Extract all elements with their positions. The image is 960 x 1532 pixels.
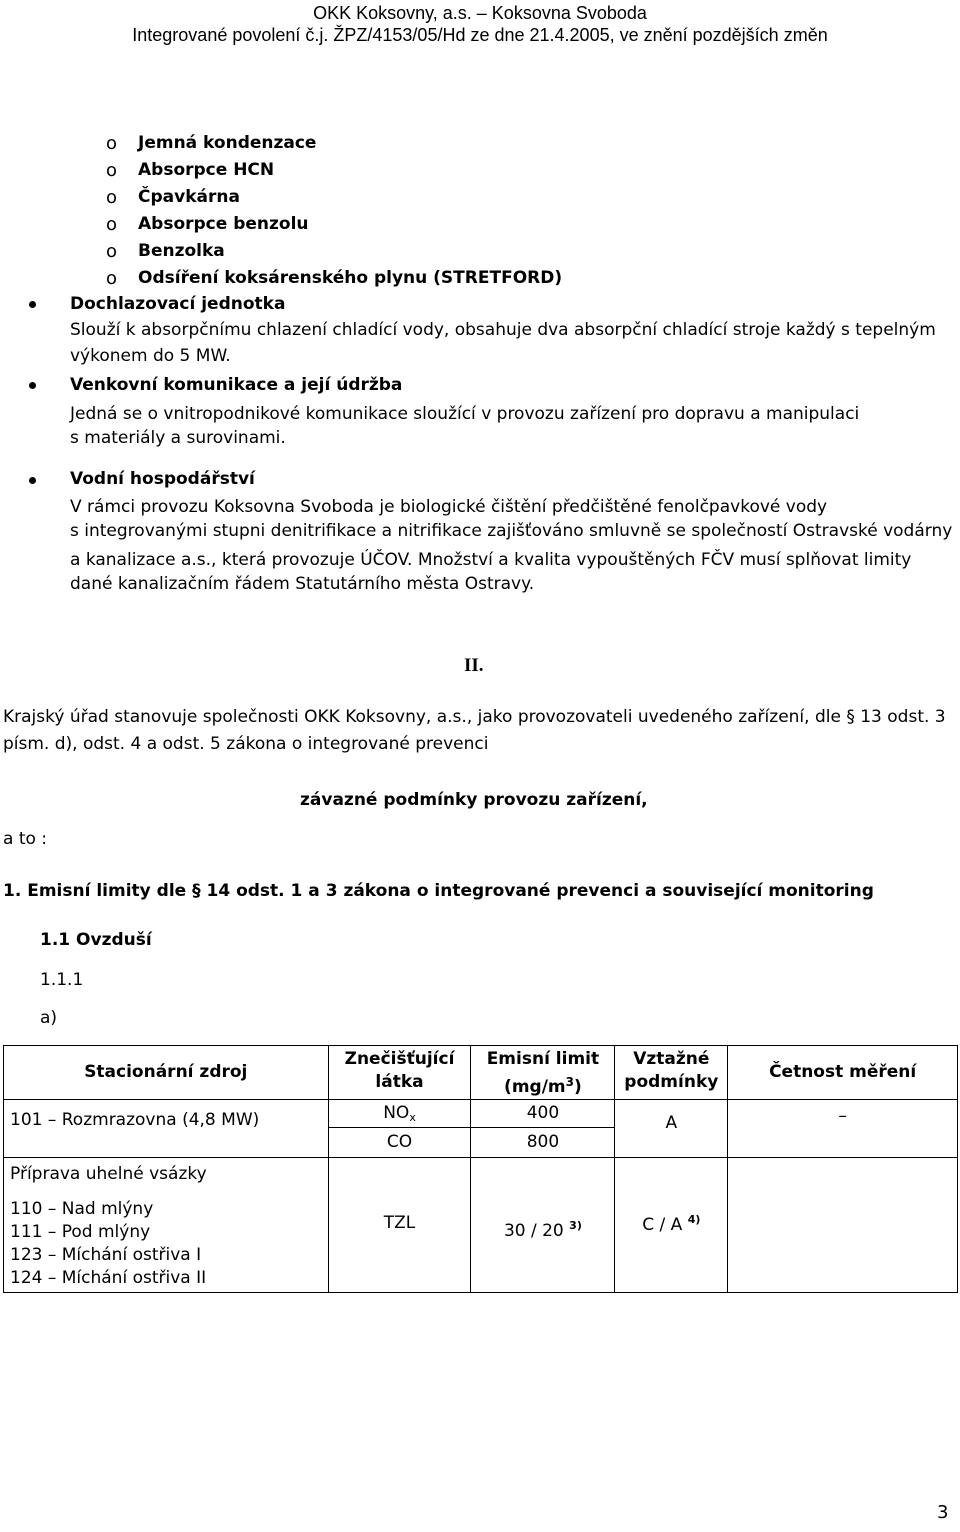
bullet-text-line: dané kanalizačním řádem Statutárního města Ostravy.	[70, 574, 535, 594]
table-row	[4, 1100, 958, 1158]
subsection-heading: 1.1 Ovzduší	[40, 930, 152, 950]
conditions-heading: závazné podmínky provozu zařízení,	[300, 790, 648, 810]
bullet-icon	[29, 477, 36, 484]
emission-limits-table	[3, 1045, 958, 1293]
cell-frequency: –	[728, 1100, 958, 1158]
table-header-row	[4, 1046, 958, 1100]
bullet-text-line: výkonem do 5 MW.	[70, 346, 231, 366]
statement-line: písm. d), odst. 4 a odst. 5 zákona o integrované prevenci	[3, 734, 489, 754]
header-source: Stacionární zdroj	[4, 1046, 329, 1100]
bullet-text-line: V rámci provozu Koksovna Svoboda je biologické čištění předčištěné fenolčpavkové vody	[70, 497, 828, 517]
list-marker: o	[106, 187, 118, 208]
cell-source: 101 – Rozmrazovna (4,8 MW)	[4, 1100, 329, 1158]
bullet-text-line: s materiály a surovinami.	[70, 428, 286, 448]
cell-reference: A	[615, 1100, 728, 1158]
item-label: a)	[40, 1008, 58, 1028]
table-row	[4, 1158, 958, 1293]
statement-line: Krajský úřad stanovuje společnosti OKK Koksovny, a.s., jako provozovateli uvedeného zařízení, dle § 13 odst. 3	[3, 707, 946, 727]
header-company: OKK Koksovny, a.s. – Koksovna Svoboda	[313, 3, 647, 23]
header-permit: Integrované povolení č.j. ŽPZ/4153/05/Hd ze dne 21.4.2005, ve znění pozdějších změn	[132, 25, 828, 45]
header-pollutant: Znečišťující látka	[328, 1046, 471, 1100]
bullet-text-line: Jedná se o vnitropodnikové komunikace sloužící v provozu zařízení pro dopravu a manipulaci	[70, 404, 860, 424]
bullet-text-line: Slouží k absorpčnímu chlazení chladící vody, obsahuje dva absorpční chladící stroje každý s tepelným	[70, 320, 936, 340]
bullet-title: Dochlazovací jednotka	[70, 294, 286, 314]
section-numeral: II.	[464, 655, 484, 676]
cell-limit: 30 / 20 $^{3)}$	[471, 1158, 615, 1293]
header-reference: Vztažné podmínky	[615, 1046, 728, 1100]
list-marker: o	[106, 268, 118, 289]
list-marker: o	[106, 160, 118, 181]
cell-pollutant: $NO_x$ CO	[328, 1100, 471, 1158]
list-item: Čpavkárna	[138, 187, 240, 207]
cell-reference: C / A $^{4)}$	[615, 1158, 728, 1293]
list-item: Absorpce benzolu	[138, 214, 309, 234]
cell-source: Příprava uhelné vsázky 110 – Nad mlýny 111 – Pod mlýny 123 – Míchání ostřiva I 124 – Míchání ostřiva II	[4, 1158, 329, 1293]
page-number: 3	[937, 1502, 949, 1523]
list-marker: o	[106, 133, 118, 154]
bullet-text-line: a kanalizace a.s., která provozuje ÚČOV. Množství a kvalita vypouštěných FČV musí splňovat limity	[70, 550, 912, 570]
bullet-title: Venkovní komunikace a její údržba	[70, 375, 403, 395]
subsubsection-label: 1.1.1	[40, 970, 84, 990]
list-marker: o	[106, 241, 118, 262]
list-item: Absorpce HCN	[138, 160, 275, 180]
cell-limit: 400 800	[471, 1100, 615, 1158]
ato-label: a to :	[3, 829, 48, 849]
list-item: Odsíření koksárenského plynu (STRETFORD)	[138, 268, 563, 288]
list-marker: o	[106, 214, 118, 235]
bullet-text-line: s integrovanými stupni denitrifikace a nitrifikace zajišťováno smluvně se společností Ostravské vodárny	[70, 521, 953, 541]
cell-pollutant: TZL	[328, 1158, 471, 1293]
section-1-heading: 1. Emisní limity dle § 14 odst. 1 a 3 zákona o integrované prevenci a související monitoring	[3, 881, 874, 901]
bullet-icon	[29, 382, 36, 389]
header-limit: Emisní limit $(mg/m^3)$	[471, 1046, 615, 1100]
header-frequency: Četnost měření	[728, 1046, 958, 1100]
list-item: Jemná kondenzace	[138, 133, 317, 153]
list-item: Benzolka	[138, 241, 225, 261]
bullet-title: Vodní hospodářství	[70, 469, 255, 489]
bullet-icon	[29, 301, 36, 308]
cell-frequency	[728, 1158, 958, 1293]
